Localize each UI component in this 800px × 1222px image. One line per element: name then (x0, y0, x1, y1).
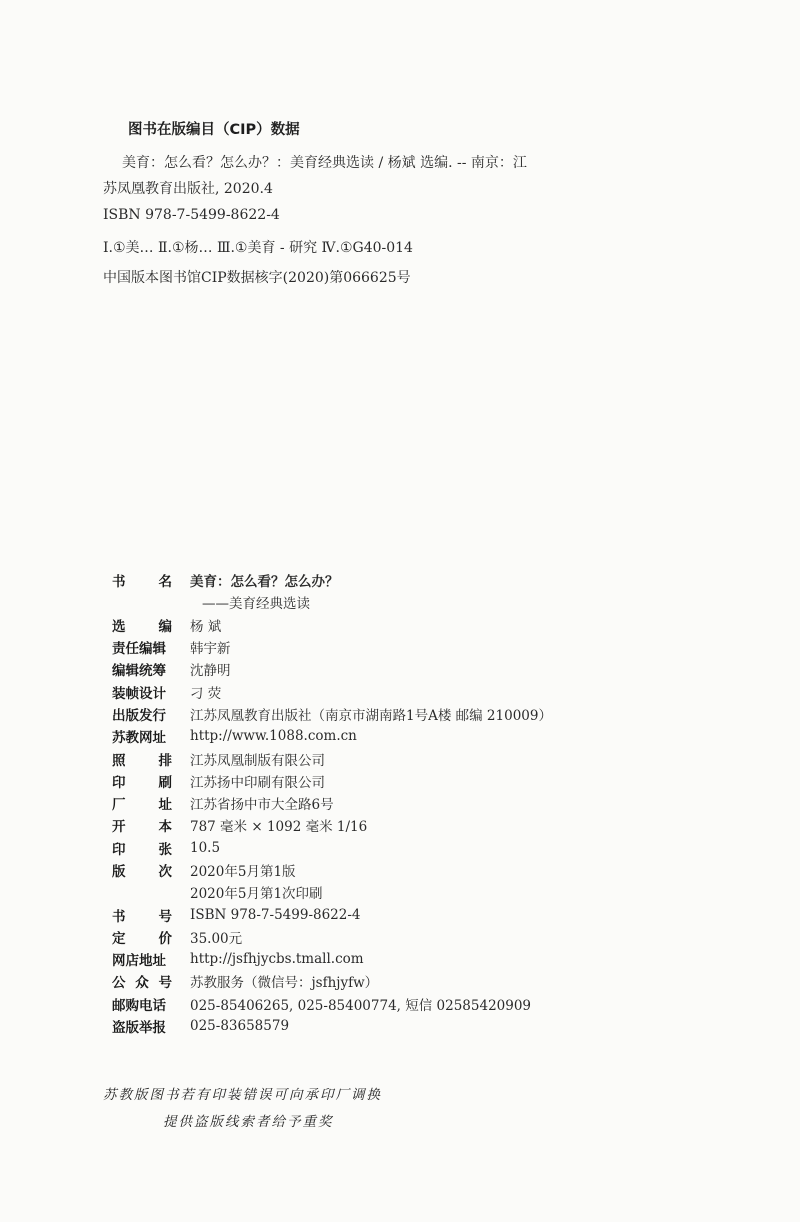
colophon-row (112, 993, 712, 1015)
colophon-label-char: 价 (158, 930, 172, 947)
colophon-table (112, 569, 712, 1037)
colophon-row (112, 770, 712, 792)
colophon-label-char: 书 (112, 574, 126, 591)
colophon-label-char: 刷 (158, 774, 172, 791)
colophon-label: 责任编辑 (112, 641, 166, 658)
colophon-row (112, 1015, 712, 1037)
colophon-label-char: 众 (135, 975, 149, 992)
colophon-value: 35.00元 (190, 930, 243, 947)
colophon-value: 10.5 (190, 839, 221, 856)
cip-title-line-2: 苏凤凰教育出版社, 2020.4 (103, 181, 273, 197)
colophon-value: http://jsfhjycbs.tmall.com (190, 951, 364, 968)
colophon-value: 杨 斌 (190, 618, 222, 635)
colophon-label-char: 排 (158, 752, 172, 769)
colophon-row (112, 591, 712, 613)
colophon-label: 编辑统筹 (112, 663, 166, 680)
colophon-label (112, 615, 172, 635)
colophon-row (112, 747, 712, 769)
colophon-value: 苏教服务（微信号：jsfhjyfw） (190, 975, 379, 992)
colophon-label: 出版发行 (112, 707, 166, 724)
colophon-value: http://www.1088.com.cn (190, 728, 357, 745)
colophon-row (112, 614, 712, 636)
colophon-label-char: 版 (112, 864, 126, 880)
colophon-label: 网店地址 (112, 953, 166, 970)
colophon-value: 江苏凤凰制版有限公司 (190, 752, 325, 769)
colophon-row (112, 792, 712, 814)
colophon-label (112, 815, 172, 835)
colophon-label (112, 905, 172, 925)
colophon-label-char: 址 (158, 797, 172, 814)
colophon-label-char: 选 (112, 618, 126, 635)
colophon-label-char: 印 (112, 841, 126, 858)
colophon-row (112, 569, 712, 591)
colophon-label (112, 971, 172, 991)
colophon-row (112, 680, 712, 702)
colophon-label: 装帧设计 (112, 685, 166, 702)
colophon-value: 沈静明 (190, 663, 231, 680)
colophon-value: 江苏省扬中市大全路6号 (190, 797, 334, 814)
colophon-value: 2020年5月第1次印刷 (190, 886, 323, 903)
colophon-label-char: 定 (112, 930, 126, 947)
colophon-row (112, 948, 712, 970)
colophon-row (112, 903, 712, 925)
colophon-row (112, 636, 712, 658)
colophon-label (112, 927, 172, 947)
colophon-value: 江苏扬中印刷有限公司 (190, 774, 325, 791)
colophon-value: 刁 荧 (190, 685, 222, 702)
colophon-label-char: 张 (158, 841, 172, 858)
colophon-label (112, 860, 172, 880)
cip-heading: 图书在版编目（CIP）数据 (128, 122, 300, 138)
colophon-value: ISBN 978-7-5499-8622-4 (190, 906, 361, 923)
colophon-label (112, 749, 172, 769)
colophon-value: 韩宇新 (190, 641, 231, 658)
colophon-label-char: 厂 (112, 797, 126, 814)
colophon-row (112, 859, 712, 881)
cip-classification: Ⅰ.①美… Ⅱ.①杨… Ⅲ.①美育 - 研究 Ⅳ.①G40-014 (103, 240, 413, 256)
colophon-label (112, 771, 172, 791)
colophon-value: 美育：怎么看？怎么办？ (190, 574, 339, 591)
colophon-row (112, 658, 712, 680)
piracy-notice: 提供盗版线索者给予重奖 (163, 1114, 334, 1130)
colophon-row (112, 837, 712, 859)
colophon-row (112, 703, 712, 725)
colophon-label (112, 793, 172, 813)
colophon-label-char: 次 (158, 864, 172, 880)
colophon-label (112, 570, 172, 590)
colophon-value: ——美育经典选读 (202, 596, 310, 613)
cip-record-number: 中国版本图书馆CIP数据核字(2020)第066625号 (103, 270, 411, 286)
colophon-row (112, 725, 712, 747)
colophon-label-char: 号 (158, 975, 172, 992)
colophon-label-char: 编 (158, 618, 172, 635)
colophon-label: 邮购电话 (112, 997, 166, 1014)
colophon-label: 盗版举报 (112, 1020, 166, 1037)
colophon-label-char: 书 (112, 908, 126, 925)
colophon-label-char: 本 (158, 819, 172, 836)
colophon-label-char: 名 (158, 574, 172, 591)
misprint-notice: 苏教版图书若有印装错误可向承印厂调换 (103, 1087, 382, 1103)
colophon-label-char: 公 (112, 975, 126, 992)
colophon-row (112, 970, 712, 992)
colophon-row (112, 881, 712, 903)
colophon-label (112, 838, 172, 858)
cip-isbn: ISBN 978-7-5499-8622-4 (103, 207, 280, 223)
colophon-value: 2020年5月第1版 (190, 864, 296, 880)
colophon-value: 025-85406265, 025-85400774, 短信 02585420909 (190, 997, 532, 1014)
colophon-row (112, 926, 712, 948)
colophon-label: 苏教网址 (112, 730, 166, 747)
colophon-value: 025-83658579 (190, 1018, 290, 1035)
cip-title-line-1: 美育：怎么看？怎么办？：美育经典选读 / 杨斌 选编. -- 南京：江 (122, 155, 527, 171)
colophon-label-char: 号 (158, 908, 172, 925)
colophon-value: 江苏凤凰教育出版社（南京市湖南路1号A楼 邮编 210009） (190, 707, 552, 724)
colophon-label-char: 开 (112, 819, 126, 836)
colophon-value: 787 毫米 × 1092 毫米 1/16 (190, 819, 368, 836)
colophon-label-char: 印 (112, 774, 126, 791)
colophon-label-char: 照 (112, 752, 126, 769)
colophon-row (112, 814, 712, 836)
